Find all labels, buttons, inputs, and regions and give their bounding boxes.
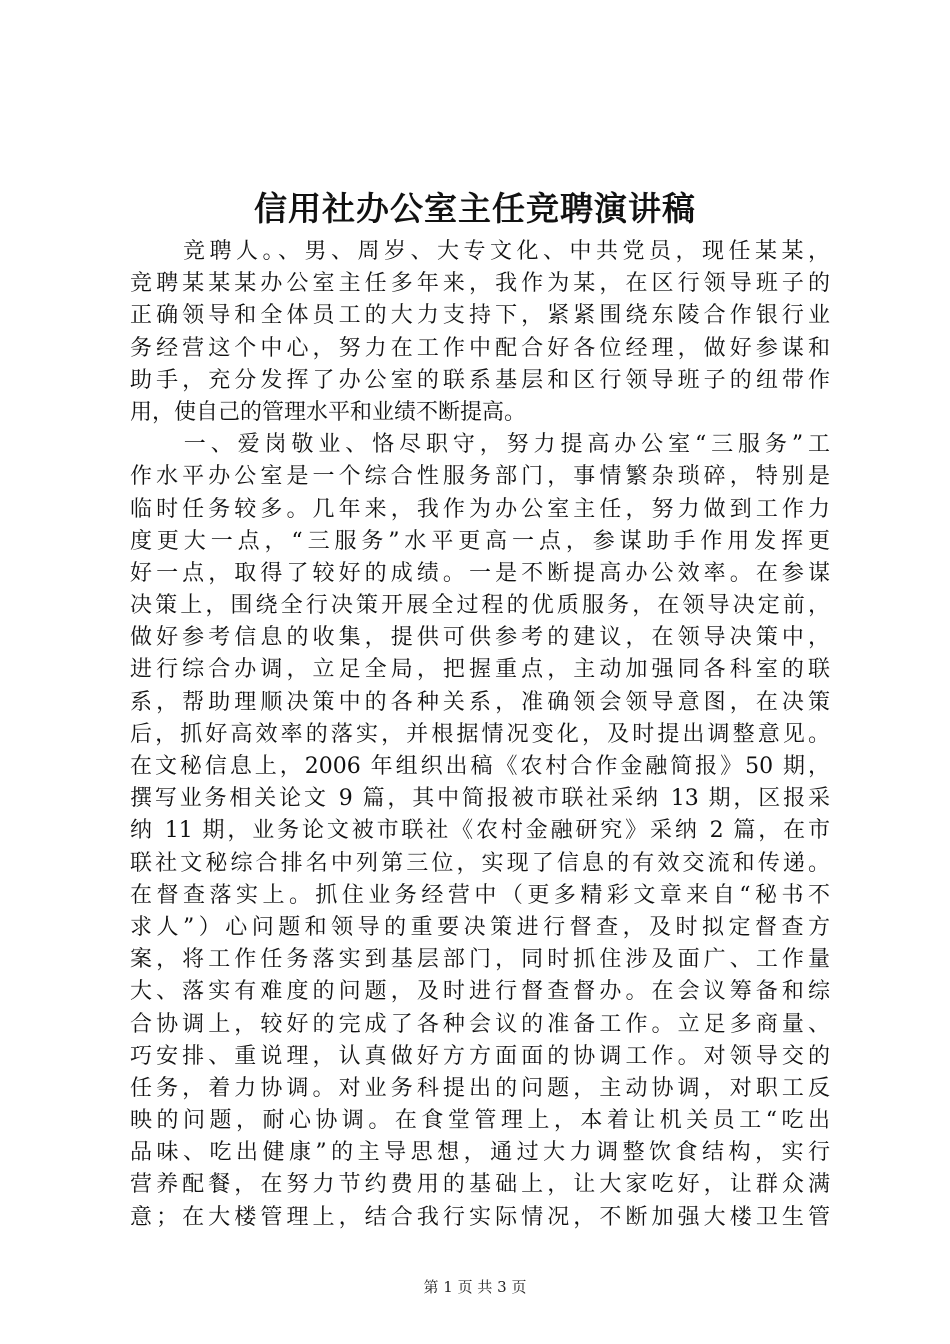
body-line: 任务，着力协调。对业务科提出的问题，主动协调，对职工反 — [130, 1075, 830, 1101]
body-line: 案，将工作任务落实到基层部门，同时抓住涉及面广、工作量 — [130, 947, 830, 973]
body-line: 映的问题，耐心协调。在食堂管理上，本着让机关员工“吃出 — [130, 1108, 830, 1134]
body-line: 临时任务较多。几年来，我作为办公室主任，努力做到工作力 — [130, 496, 830, 522]
body-line: 在督查落实上。抓住业务经营中（更多精彩文章来自“秘书不 — [130, 882, 830, 908]
document-body — [130, 236, 830, 1234]
body-line: 意；在大楼管理上，结合我行实际情况，不断加强大楼卫生管 — [130, 1204, 830, 1230]
body-line: 大、落实有难度的问题，及时进行督查督办。在会议筹备和综 — [130, 979, 830, 1005]
body-line: 品味、吃出健康”的主导思想，通过大力调整饮食结构，实行 — [130, 1140, 830, 1166]
body-line: 务经营这个中心，努力在工作中配合好各位经理，做好参谋和 — [130, 335, 830, 361]
body-line: 撰写业务相关论文 9 篇，其中简报被市联社采纳 13 期，区报采 — [130, 786, 830, 812]
body-line: 好一点，取得了较好的成绩。一是不断提高办公效率。在参谋 — [130, 560, 830, 586]
body-line: 在文秘信息上，2006 年组织出稿《农村合作金融简报》50 期， — [130, 754, 830, 779]
body-line: 后，抓好高效率的落实，并根据情况变化，及时提出调整意见。 — [130, 721, 830, 747]
body-line: 用，使自己的管理水平和业绩不断提高。 — [130, 399, 527, 425]
body-line: 助手，充分发挥了办公室的联系基层和区行领导班子的纽带作 — [130, 367, 830, 393]
body-line: 做好参考信息的收集，提供可供参考的建议，在领导决策中， — [130, 625, 830, 651]
body-line: 合协调上，较好的完成了各种会议的准备工作。立足多商量、 — [130, 1011, 830, 1037]
body-line: 系，帮助理顺决策中的各种关系，准确领会领导意图，在决策 — [130, 689, 830, 715]
body-line: 度更大一点，“三服务”水平更高一点，参谋助手作用发挥更 — [130, 528, 830, 554]
body-line: 进行综合办调，立足全局，把握重点，主动加强同各科室的联 — [130, 657, 830, 683]
body-line: 正确领导和全体员工的大力支持下，紧紧围绕东陵合作银行业 — [130, 303, 830, 329]
body-line: 纳 11 期，业务论文被市联社《农村金融研究》采纳 2 篇，在市 — [130, 818, 830, 844]
page-footer: 第 1 页 共 3 页 — [423, 1278, 527, 1296]
body-line: 巧安排、重说理，认真做好方方面面的协调工作。对领导交的 — [130, 1043, 830, 1069]
document-title: 信用社办公室主任竞聘演讲稿 — [254, 189, 696, 228]
body-line: 决策上，围绕全行决策开展全过程的优质服务，在领导决定前， — [130, 593, 830, 619]
body-line: 求人”）心问题和领导的重要决策进行督查，及时拟定督查方 — [130, 914, 830, 940]
body-line: 联社文秘综合排名中列第三位，实现了信息的有效交流和传递。 — [130, 850, 830, 876]
body-line: 竞聘某某某办公室主任多年来，我作为某，在区行领导班子的 — [130, 271, 830, 297]
body-line: 营养配餐，在努力节约费用的基础上，让大家吃好，让群众满 — [130, 1172, 830, 1198]
body-line: 作水平办公室是一个综合性服务部门，事情繁杂琐碎，特别是 — [130, 464, 830, 490]
body-line: 竞聘人。、男、周岁、大专文化、中共党员，现任某某， — [130, 239, 830, 264]
body-line: 一、爱岗敬业、恪尽职守，努力提高办公室“三服务”工 — [130, 432, 830, 458]
